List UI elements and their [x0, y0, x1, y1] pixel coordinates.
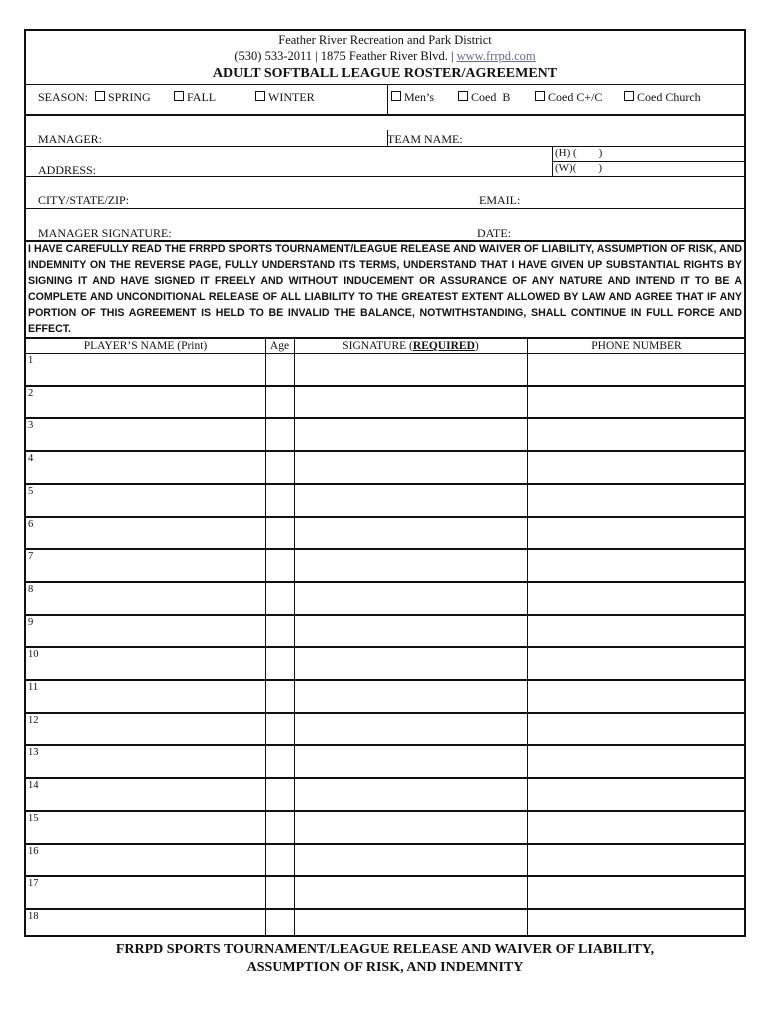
- checkbox-icon: [458, 91, 468, 101]
- work-phone-field[interactable]: (W)( ): [555, 162, 603, 174]
- row-number: 15: [28, 812, 39, 824]
- table-row[interactable]: [26, 418, 744, 451]
- option-label: Coed Church: [637, 90, 701, 104]
- league-coed-c-checkbox[interactable]: [535, 90, 602, 104]
- signature-required: REQUIRED: [412, 340, 475, 352]
- col-header-phone: PHONE NUMBER: [591, 340, 682, 352]
- divider: [26, 176, 744, 177]
- table-row[interactable]: [26, 549, 744, 582]
- season-label: SEASON:: [38, 90, 89, 104]
- table-row[interactable]: [26, 713, 744, 746]
- table-row[interactable]: [26, 582, 744, 615]
- checkbox-icon: [391, 91, 401, 101]
- season-fall-checkbox[interactable]: [174, 90, 216, 104]
- contact-line: [26, 49, 744, 64]
- divider: [26, 208, 744, 209]
- row-number: 8: [28, 583, 34, 595]
- row-number: 13: [28, 747, 39, 759]
- roster-form: [24, 29, 746, 937]
- table-row[interactable]: [26, 778, 744, 811]
- contact-text: (530) 533-2011 | 1875 Feather River Blvd. |: [234, 49, 457, 63]
- row-number: 1: [28, 355, 34, 366]
- season-winter-checkbox[interactable]: [255, 90, 315, 104]
- table-row[interactable]: [26, 615, 744, 648]
- row-number: 16: [28, 845, 39, 857]
- league-mens-checkbox[interactable]: [391, 90, 434, 104]
- row-number: 3: [28, 420, 34, 432]
- team-name-field[interactable]: TEAM NAME:: [387, 132, 463, 146]
- city-state-zip-field[interactable]: CITY/STATE/ZIP:: [38, 193, 130, 207]
- season-spring-checkbox[interactable]: [95, 90, 151, 104]
- option-label: SPRING: [108, 90, 151, 104]
- table-row[interactable]: [26, 451, 744, 484]
- manager-field[interactable]: MANAGER:: [38, 132, 103, 146]
- row-number: 6: [28, 518, 34, 530]
- row-number: 7: [28, 551, 34, 563]
- table-row[interactable]: [26, 517, 744, 550]
- table-row[interactable]: [26, 811, 744, 844]
- table-row[interactable]: [26, 844, 744, 877]
- checkbox-icon: [255, 91, 265, 101]
- row-number: 4: [28, 453, 34, 465]
- row-number: 12: [28, 714, 39, 726]
- signature-suffix: ): [474, 340, 479, 352]
- divider: [26, 114, 744, 116]
- divider: [387, 85, 388, 115]
- table-row[interactable]: [26, 876, 744, 909]
- row-number: 5: [28, 485, 34, 497]
- option-label: Coed C+/C: [548, 90, 603, 104]
- option-label: Men’s: [404, 90, 434, 104]
- row-number: 17: [28, 878, 39, 890]
- table-row[interactable]: [26, 909, 744, 942]
- table-row[interactable]: [26, 680, 744, 713]
- footer-line-1: FRRPD SPORTS TOURNAMENT/LEAGUE RELEASE AND WAIVER OF LIABILITY,: [115, 942, 655, 957]
- divider: [26, 84, 744, 85]
- table-row[interactable]: [26, 745, 744, 778]
- form-title: ADULT SOFTBALL LEAGUE ROSTER/AGREEMENT: [212, 66, 558, 81]
- checkbox-icon: [95, 91, 105, 101]
- manager-signature-field[interactable]: MANAGER SIGNATURE:: [38, 226, 172, 240]
- table-row[interactable]: [26, 647, 744, 680]
- home-phone-field[interactable]: (H) ( ): [555, 147, 603, 159]
- signature-prefix: SIGNATURE (: [342, 340, 413, 352]
- website-link[interactable]: www.frrpd.com: [456, 49, 536, 63]
- table-row[interactable]: [26, 484, 744, 517]
- league-coed-b-checkbox[interactable]: [458, 90, 510, 104]
- checkbox-icon: [535, 91, 545, 101]
- date-field[interactable]: DATE:: [477, 226, 511, 240]
- footer-line-2: ASSUMPTION OF RISK, AND INDEMNITY: [246, 960, 524, 975]
- table-row[interactable]: [26, 353, 744, 386]
- row-number: 14: [28, 780, 39, 792]
- option-label: Coed B: [471, 90, 511, 104]
- checkbox-icon: [174, 91, 184, 101]
- divider: [26, 146, 744, 147]
- row-number: 9: [28, 616, 34, 628]
- row-number: 18: [28, 910, 39, 922]
- email-field[interactable]: EMAIL:: [479, 193, 521, 207]
- col-header-name: PLAYER’S NAME (Print): [83, 340, 208, 352]
- org-name: Feather River Recreation and Park District: [278, 33, 492, 47]
- table-row[interactable]: [26, 386, 744, 419]
- option-label: WINTER: [268, 90, 315, 104]
- checkbox-icon: [624, 91, 634, 101]
- waiver-text: I HAVE CAREFULLY READ THE FRRPD SPORTS TOURNAMENT/LEAGUE RELEASE AND WAIVER OF LIABILITY, ASSUMPTION OF RISK, AND INDEMNITY ON THE REVERSE PAGE, FULLY UNDERSTAND ITS TERMS, UNDERSTAND THAT I HAVE GIVEN UP SUBSTANTIAL RIGHTS BY SIGNING IT AND HAVE SIGNED IT FREELY AND WITHOUT INDUCEMENT OR ASSURANCE OF ANY NATURE AND INTEND IT TO BE A COMPLETE AND UNCONDITIONAL RELEASE OF ALL LIABILITY TO THE GREATEST EXTENT ALLOWED BY LAW AND AGREE THAT IF ANY PORTION OF THIS AGREEMENT IS HELD TO BE INVALID THE BALANCE, NOTWITHSTANDING, SHALL CONTINUE IN FULL FORCE AND EFFECT.: [28, 243, 742, 335]
- option-label: FALL: [187, 90, 217, 104]
- address-field[interactable]: ADDRESS:: [38, 163, 97, 177]
- col-header-age: Age: [269, 340, 290, 352]
- league-coed-church-checkbox[interactable]: [624, 90, 701, 104]
- row-number: 10: [28, 649, 39, 661]
- row-number: 2: [28, 387, 34, 399]
- col-header-signature: [294, 339, 527, 353]
- row-number: 11: [28, 682, 39, 693]
